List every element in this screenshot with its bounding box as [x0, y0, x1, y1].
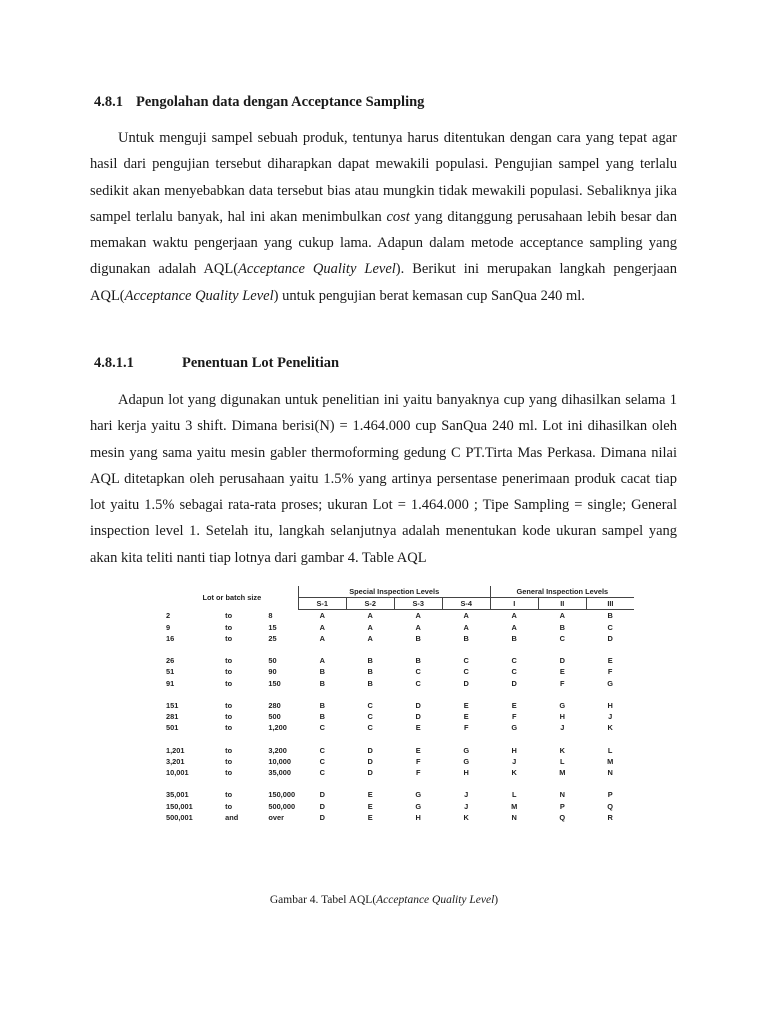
lot-size-cell: 151	[166, 700, 179, 710]
sample-code-cell: L	[607, 745, 613, 755]
lot-size-cell: to	[225, 745, 233, 755]
sample-code-cell: D	[511, 678, 517, 688]
lot-size-cell: to	[225, 723, 233, 733]
general-levels-header: General Inspection Levels	[490, 586, 634, 598]
lot-size-cell: to	[225, 667, 233, 677]
sample-code-cell: C	[559, 633, 565, 643]
sample-code-cell: M	[607, 756, 614, 766]
group-spacer	[166, 778, 634, 789]
sample-code-cell: D	[319, 812, 325, 822]
lot-size-cell: 15	[268, 622, 277, 632]
sample-code-cell: A	[319, 622, 325, 632]
sample-code-cell: M	[511, 801, 518, 811]
sample-code-cell: H	[559, 712, 565, 722]
inspection-level-header: II	[538, 598, 586, 610]
sample-code-cell: E	[463, 700, 469, 710]
sample-code-cell: C	[319, 756, 325, 766]
table-row	[166, 789, 634, 800]
sample-code-cell: Q	[607, 801, 614, 811]
sample-code-cell: D	[559, 656, 565, 666]
sample-code-cell: C	[367, 700, 373, 710]
sample-code-cell: C	[367, 712, 373, 722]
sample-code-cell: N	[559, 790, 565, 800]
sample-code-cell: A	[511, 622, 517, 632]
sample-code-cell: D	[319, 790, 325, 800]
lot-size-cell: to	[225, 633, 233, 643]
table-row	[166, 622, 634, 633]
sample-code-cell: H	[511, 745, 517, 755]
section-number: 4.8.1	[94, 94, 123, 110]
lot-size-cell: over	[268, 812, 284, 822]
lot-size-cell: to	[225, 768, 233, 778]
sample-code-cell: L	[511, 790, 517, 800]
sample-code-cell: E	[367, 801, 373, 811]
sample-code-cell: B	[319, 700, 325, 710]
sample-code-cell: E	[367, 790, 373, 800]
sample-code-cell: D	[415, 712, 421, 722]
sample-code-cell: N	[511, 812, 517, 822]
lot-size-cell: 50	[268, 656, 277, 666]
sample-code-cell: E	[463, 712, 469, 722]
sample-code-cell: G	[559, 700, 566, 710]
inspection-level-header: S-4	[442, 598, 490, 610]
sample-code-cell: E	[367, 812, 373, 822]
sample-code-cell: E	[415, 745, 421, 755]
sample-code-cell: B	[463, 633, 469, 643]
lot-size-cell: 10,001	[166, 768, 189, 778]
sample-code-cell: C	[319, 768, 325, 778]
lot-size-cell: 501	[166, 723, 179, 733]
lot-size-cell: 280	[268, 700, 281, 710]
sample-code-cell: A	[511, 611, 517, 621]
lot-size-cell: 91	[166, 678, 175, 688]
sample-code-cell: F	[415, 756, 421, 766]
table-row	[166, 610, 634, 622]
sample-code-cell: A	[319, 633, 325, 643]
lot-size-cell: 1,201	[166, 745, 185, 755]
lot-size-cell: to	[225, 611, 233, 621]
sample-code-cell: H	[415, 812, 421, 822]
sample-code-cell: B	[319, 667, 325, 677]
lot-size-cell: 10,000	[268, 756, 291, 766]
sample-code-cell: E	[607, 656, 613, 666]
lot-size-cell: 2	[166, 611, 171, 621]
lot-size-cell: 8	[268, 611, 273, 621]
sample-code-cell: B	[511, 633, 517, 643]
sample-code-cell: E	[511, 700, 517, 710]
sample-code-cell: G	[415, 790, 422, 800]
sample-code-cell: B	[319, 678, 325, 688]
table-row	[166, 722, 634, 733]
sample-code-cell: L	[560, 756, 565, 766]
sample-code-cell: B	[367, 656, 373, 666]
table-row	[166, 801, 634, 812]
section-number: 4.8.1.1	[94, 355, 134, 371]
sample-code-cell: C	[511, 667, 517, 677]
inspection-level-header: S-1	[298, 598, 346, 610]
table-row	[166, 655, 634, 666]
table-row	[166, 756, 634, 767]
table-row	[166, 678, 634, 689]
sample-code-cell: G	[607, 678, 614, 688]
paragraph-acceptance-sampling	[90, 125, 677, 309]
lot-size-cell: 150,000	[268, 790, 296, 800]
inspection-level-header: S-2	[346, 598, 394, 610]
sample-code-cell: C	[463, 667, 469, 677]
aql-table	[166, 586, 634, 823]
sample-code-cell: K	[511, 768, 517, 778]
sample-code-cell: A	[367, 633, 373, 643]
sample-code-cell: A	[319, 656, 325, 666]
sample-code-cell: R	[607, 812, 613, 822]
sample-code-cell: H	[463, 768, 469, 778]
sample-code-cell: J	[464, 790, 469, 800]
sample-code-cell: B	[319, 712, 325, 722]
sample-code-cell: A	[463, 622, 469, 632]
aql-table-figure	[166, 586, 646, 886]
sample-code-cell: A	[367, 611, 373, 621]
sample-code-cell: J	[608, 712, 613, 722]
lot-size-cell: to	[225, 801, 233, 811]
lot-size-cell: to	[225, 678, 233, 688]
sample-code-cell: C	[367, 723, 373, 733]
sample-code-cell: A	[463, 611, 469, 621]
sample-code-cell: E	[415, 723, 421, 733]
lot-size-cell: and	[225, 812, 239, 822]
caption-text: )	[494, 894, 499, 906]
paragraph-lot-penelitian: Adapun lot yang digunakan untuk penelitian ini yaitu banyaknya cup yang dihasilkan selama 1 hari kerja yaitu 3 shift. Dimana berisi(N) = 1.464.000 cup SanQua 240 ml. Lot ini dihasilkan oleh mesin yang sama yaitu mesin gabler thermoforming gedung C PT.Tirta Mas Perkasa. Dimana nilai AQL ditetapkan oleh perusahaan yaitu 1.5% yang artinya persentase penerimaan produk cacat tiap lot yaitu 1.5% sebagai rata-rata proses; ukuran Lot = 1.464.000 ; Tipe Sampling = single; General inspection level 1. Setelah itu, langkah selanjutnya adalah menentukan kode ukuran sampel yang akan kita teliti nanti tiap lotnya dari gambar 4. Table AQL	[90, 392, 677, 566]
inspection-level-header: S-3	[394, 598, 442, 610]
table-row	[166, 700, 634, 711]
sample-code-cell: D	[607, 633, 613, 643]
table-row	[166, 812, 634, 823]
lot-size-cell: 51	[166, 667, 175, 677]
sample-code-cell: G	[415, 801, 422, 811]
sample-code-cell: D	[367, 756, 373, 766]
table-row	[166, 745, 634, 756]
sample-code-cell: D	[319, 801, 325, 811]
sample-code-cell: A	[319, 611, 325, 621]
section-heading-4-8-1	[94, 94, 424, 111]
sample-code-cell: D	[415, 700, 421, 710]
sample-code-cell: J	[560, 723, 565, 733]
group-spacer	[166, 644, 634, 655]
sample-code-cell: K	[559, 745, 565, 755]
lot-size-cell: 3,200	[268, 745, 287, 755]
lot-size-cell: to	[225, 712, 233, 722]
sample-code-cell: D	[367, 745, 373, 755]
sample-code-cell: M	[559, 768, 566, 778]
sample-code-cell: C	[319, 745, 325, 755]
sample-code-cell: C	[319, 723, 325, 733]
lot-size-cell: 9	[166, 622, 171, 632]
lot-size-cell: 35,000	[268, 768, 291, 778]
paragraph-text: Untuk menguji sampel sebuah produk, tentunya harus ditentukan dengan cara yang tepat agar hasil dari pengujian tersebut diharapkan dapat mewakili populasi. Pengujian sampel yang terlalu sedikit akan menyebabkan data tersebut bias atau mungkin tidak mewakili populasi. Sebaliknya jika sampel terlalu banyak, hal ini akan menimbulkan	[90, 130, 677, 225]
sample-code-cell: F	[511, 712, 517, 722]
lot-size-cell: to	[225, 790, 233, 800]
sample-code-cell: H	[607, 700, 613, 710]
lot-size-cell: 500,001	[166, 812, 193, 822]
sample-code-cell: D	[463, 678, 469, 688]
special-levels-header: Special Inspection Levels	[298, 586, 490, 598]
lot-size-cell: 3,201	[166, 756, 185, 766]
sample-code-cell: B	[415, 656, 421, 666]
inspection-level-header: III	[586, 598, 634, 610]
sample-code-cell: B	[607, 611, 613, 621]
caption-text: Gambar 4. Tabel AQL(	[269, 894, 377, 906]
sample-code-cell: A	[559, 611, 565, 621]
sample-code-cell: F	[560, 678, 565, 688]
table-row	[166, 767, 634, 778]
sample-code-cell: C	[607, 622, 613, 632]
lot-size-cell: 90	[268, 667, 277, 677]
section-title: Pengolahan data dengan Acceptance Sampling	[136, 94, 425, 110]
sample-code-cell: C	[463, 656, 469, 666]
sample-code-cell: G	[463, 745, 470, 755]
paragraph-text: yang ditanggung perusahaan lebih besar dan memakan waktu pengerjaan yang cukup lama. Adapun dalam metode acceptance sampling yang digunakan adalah AQL(	[90, 208, 677, 278]
lot-size-cell: 26	[166, 656, 175, 666]
caption-italic-text: Acceptance Quality Level	[376, 894, 495, 906]
sample-code-cell: B	[367, 678, 373, 688]
sample-code-cell: B	[415, 633, 421, 643]
sample-code-cell: C	[415, 678, 421, 688]
sample-code-cell: D	[367, 768, 373, 778]
lot-size-cell: 281	[166, 712, 179, 722]
paragraph-text: ) untuk pengujian berat kemasan cup SanQua 240 ml.	[273, 287, 585, 304]
lot-size-cell: 500,000	[268, 801, 296, 811]
paragraph-text: ). Berikut ini merupakan langkah pengerjaan AQL(	[90, 261, 677, 304]
lot-size-cell: 500	[268, 712, 281, 722]
sample-code-cell: A	[415, 622, 421, 632]
lot-size-cell: 35,001	[166, 790, 189, 800]
paragraph-italic-text: Acceptance Quality Level	[124, 287, 274, 304]
lot-size-header: Lot or batch size	[202, 593, 262, 603]
figure-caption	[0, 894, 768, 906]
lot-size-cell: 150	[268, 678, 281, 688]
sample-code-cell: Q	[559, 812, 566, 822]
table-row	[166, 666, 634, 677]
sample-code-cell: G	[511, 723, 518, 733]
sample-code-cell: F	[415, 768, 421, 778]
sample-code-cell: K	[607, 723, 613, 733]
table-row	[166, 633, 634, 644]
sample-code-cell: C	[415, 667, 421, 677]
sample-code-cell: A	[415, 611, 421, 621]
lot-size-cell: 1,200	[268, 723, 287, 733]
lot-size-cell: to	[225, 700, 233, 710]
lot-size-cell: 16	[166, 633, 175, 643]
sample-code-cell: F	[607, 667, 613, 677]
paragraph-italic-text: Acceptance Quality Level	[238, 261, 396, 278]
inspection-level-header: I	[490, 598, 538, 610]
lot-size-cell: 150,001	[166, 801, 193, 811]
sample-code-cell: K	[463, 812, 469, 822]
sample-code-cell: B	[559, 622, 565, 632]
sample-code-cell: G	[463, 756, 470, 766]
sample-code-cell: B	[367, 667, 373, 677]
lot-size-cell: to	[225, 756, 233, 766]
sample-code-cell: A	[367, 622, 373, 632]
sample-code-cell: F	[463, 723, 469, 733]
lot-size-cell: to	[225, 656, 233, 666]
section-title: Penentuan Lot Penelitian	[182, 355, 340, 371]
lot-size-cell: 25	[268, 633, 277, 643]
section-heading-4-8-1-1	[94, 355, 339, 372]
table-row	[166, 711, 634, 722]
sample-code-cell: E	[559, 667, 565, 677]
sample-code-cell: J	[464, 801, 469, 811]
sample-code-cell: P	[607, 790, 613, 800]
group-spacer	[166, 689, 634, 700]
paragraph-italic-text: cost	[386, 208, 410, 225]
sample-code-cell: J	[512, 756, 517, 766]
sample-code-cell: C	[511, 656, 517, 666]
sample-code-cell: N	[607, 768, 613, 778]
lot-size-cell: to	[225, 622, 233, 632]
group-spacer	[166, 733, 634, 744]
sample-code-cell: P	[559, 801, 565, 811]
